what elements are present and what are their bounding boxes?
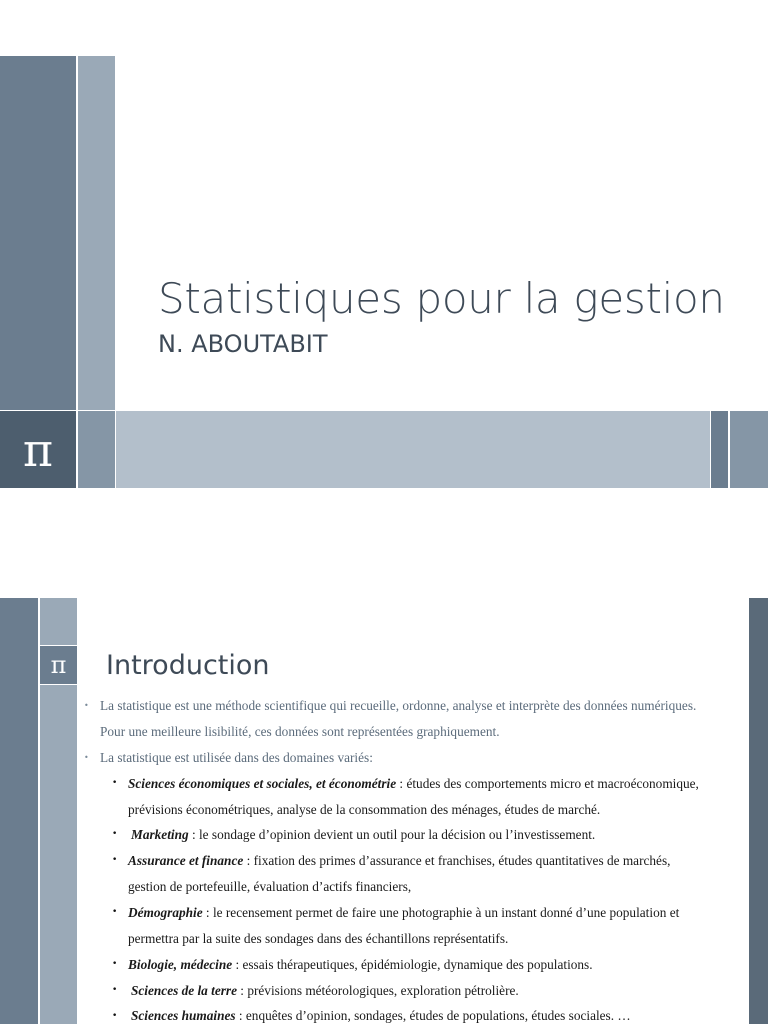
sub-bullet <box>131 827 595 843</box>
sub-bullet-text: : prévisions météorologiques, exploration pétrolière. <box>236 983 519 998</box>
sub-bullet-text: : le recensement permet de faire une photographie à un instant donné d’une population et <box>202 905 680 920</box>
sub-bullet-text: : essais thérapeutiques, épidémiologie, dynamique des populations. <box>232 957 593 972</box>
sub-bullet-continuation: prévisions économétriques, analyse de la consommation des ménages, études de marché. <box>128 802 601 817</box>
pi-icon: π <box>0 411 76 488</box>
slide1-strip-mid <box>78 411 115 488</box>
sub-bullet-icon: • <box>112 985 118 995</box>
sub-bullet <box>128 853 670 869</box>
slide1-subtitle: N. ABOUTABIT <box>158 330 328 358</box>
sub-bullet-term: Sciences de la terre <box>131 983 237 998</box>
slide1-strip-long <box>116 411 710 488</box>
sub-bullet-text: : études des comportements micro et macroéconomique, <box>396 776 699 791</box>
sub-bullet-text: : le sondage d’opinion devient un outil pour la décision ou l’investissement. <box>188 827 596 842</box>
sub-bullet-icon: • <box>112 855 118 865</box>
bullet-icon: • <box>84 701 89 710</box>
sub-bullet-term: Sciences humaines <box>131 1008 236 1023</box>
bullet-text: La statistique est une méthode scientifique qui recueille, ordonne, analyse et interprète des données numériques. <box>100 698 697 713</box>
sub-bullet-icon: • <box>112 907 118 917</box>
sub-bullet <box>128 905 679 921</box>
sub-bullet-text: : fixation des primes d’assurance et franchises, études quantitatives de marchés, <box>243 853 671 868</box>
sub-bullet-icon: • <box>112 959 118 969</box>
slide1-left-bar-dark <box>0 56 76 410</box>
sub-bullet <box>131 983 519 999</box>
sub-bullet-term: Marketing <box>131 827 189 842</box>
slide2-right-bar <box>749 598 768 1024</box>
bullet-text: Pour une meilleure lisibilité, ces données sont représentées graphiquement. <box>100 724 500 739</box>
sub-bullet-continuation: permettra par la suite des sondages dans des échantillons représentatifs. <box>128 931 509 946</box>
slide1-left-bar-light <box>78 56 115 410</box>
sub-bullet-icon: • <box>112 829 118 839</box>
slide2-left-bar-dark <box>0 598 38 1024</box>
bullet-text: La statistique est utilisée dans des domaines variés: <box>100 750 373 765</box>
slide1-title: Statistiques pour la gestion <box>158 274 725 323</box>
sub-bullet-term: Sciences économiques et sociales, et économétrie <box>128 776 397 791</box>
slide1-strip-right-2 <box>730 411 768 488</box>
sub-bullet-term: Assurance et finance <box>128 853 244 868</box>
sub-bullet-term: Démographie <box>128 905 203 920</box>
sub-bullet-icon: • <box>112 778 118 788</box>
sub-bullet-term: Biologie, médecine <box>128 957 233 972</box>
sub-bullet <box>128 957 593 973</box>
bullet-icon: • <box>84 753 89 762</box>
sub-bullet-icon: • <box>112 1011 118 1021</box>
sub-bullet-continuation: gestion de portefeuille, évaluation d’actifs financiers, <box>128 879 412 894</box>
sub-bullet <box>128 776 699 792</box>
sub-bullet-text: : enquêtes d’opinion, sondages, études de populations, études sociales. … <box>235 1008 631 1023</box>
sub-bullet <box>131 1008 631 1024</box>
slide1-strip-right-1 <box>711 411 728 488</box>
pi-icon: π <box>40 645 77 685</box>
slide2-title: Introduction <box>106 650 270 681</box>
